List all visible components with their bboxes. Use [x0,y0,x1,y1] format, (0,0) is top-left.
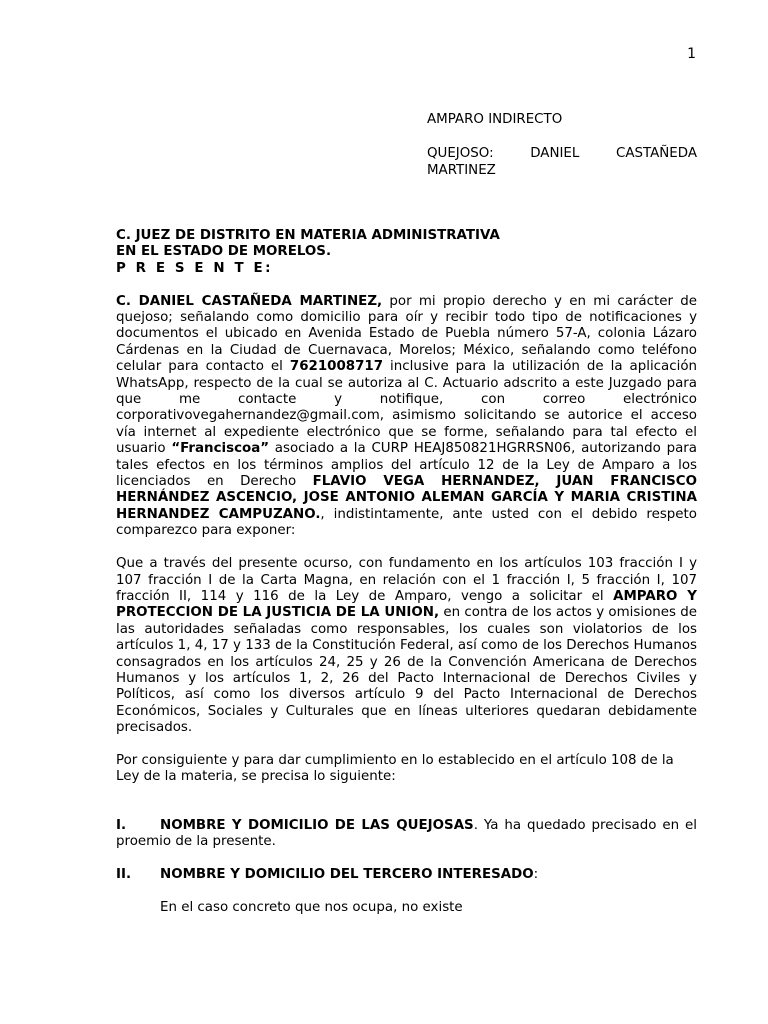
petition-paragraph [116,556,697,736]
intro-text-1: por mi propio derecho y en mi carácter de quejoso; señalando como domicilio para oír y recibir todo tipo de notificaciones y documentos el ubicado en Avenida Estado de Puebla número 57-A, colonia Lázaro Cárdenas en la Ciudad de Cuernavaca, Morelos; México, señalando como teléfono celular para contacto el [116,293,697,375]
section-2-body: En el caso concreto que nos ocupa, no existe [160,899,463,915]
lawyers-names: FLAVIO VEGA HERNANDEZ, JUAN FRANCISCO HERNÁNDEZ ASCENCIO, JOSE ANTONIO ALEMAN GARCÍA Y MARIA CRISTINA HERNANDEZ CAMPUZANO. [116,474,697,522]
case-header [427,111,697,179]
phone-number: 7621008717 [289,359,384,375]
user-name: “Franciscoa” [171,441,270,457]
intro-text-3: asociado a la CURP HEAJ850821HGRRSN06, autorizando para tales efectos en los términos amplios del artículo 12 de la Ley de Amparo a los licenciados en Derecho [116,441,697,490]
section-1-heading: NOMBRE Y DOMICILIO DE LAS QUEJOSAS [160,817,474,833]
complainant-name: C. DANIEL CASTAÑEDA MARTINEZ, [116,293,383,309]
intro-text-4: , indistintamente, ante usted con el debido respeto comparezco para exponer: [116,506,697,539]
document-body [116,228,697,933]
page-number: 1 [687,46,696,62]
section-2-heading: NOMBRE Y DOMICILIO DEL TERCERO INTERESADO [160,866,534,882]
section-1 [116,818,697,851]
section-2 [116,867,697,883]
case-type: AMPARO INDIRECTO [427,112,563,127]
section-2-text: : [533,866,539,882]
petition-text-2: en contra de los actos y omisiones de las autoridades señaladas como responsables, los cuales son violatorios de los artículos 1, 4, 17 y 133 de la Constitución Federal, así como de los Derechos Humanos consagrados en los artículos 24, 25 y 26 de la Convención Americana de Derechos Humanos y los artículos 1, 2, 26 del Pacto Internacional de Derechos Civiles y Políticos, así como los diversos artículo 9 del Pacto Internacional de Derechos Económicos, Sociales y Culturales que en líneas ulteriores quedaran debidamente precisados. [116,605,697,736]
section-1-number: I. [116,817,127,833]
complainant-line-1: QUEJOSO: DANIEL CASTAÑEDA [427,146,697,161]
section-2-number: II. [116,866,132,882]
addressee [116,228,697,277]
petition-text-1: Que a través del presente ocurso, con fundamento en los artículos 103 fracción I y 107 fracción I de la Carta Magna, en relación con el 1 fracción I, 5 fracción I, 107 fracción II, 114 y 116 de la Ley de Amparo, vengo a solicitar el [116,556,697,604]
addressee-line-3: P R E S E N T E: [116,260,274,276]
section-1-text: . Ya ha quedado precisado en el proemio de la presente. [116,817,697,850]
consequence-paragraph: Por consiguiente y para dar cumplimiento en lo establecido en el artículo 108 de la Ley de la materia, se precisa lo siguiente: [116,752,674,785]
intro-text-2: inclusive para la utilización de la aplicación WhatsApp, respecto de la cual se autoriza al C. Actuario adscrito a este Juzgado para que me contacte y notifique, con correo electrónico corporativovegahernandez@gmail.com, asimismo solicitando se autorice el acceso vía internet al expediente electrónico que se forme, señalando para tal efecto el usuario [116,359,697,457]
addressee-line-2: EN EL ESTADO DE MORELOS. [116,244,332,260]
complainant [427,145,697,179]
petition-request: AMPARO Y PROTECCION DE LA JUSTICIA DE LA UNION, [116,588,697,621]
complainant-line-2: MARTINEZ [427,163,496,178]
introduction-paragraph [116,294,697,540]
addressee-line-1: C. JUEZ DE DISTRITO EN MATERIA ADMINISTRATIVA [116,228,500,243]
